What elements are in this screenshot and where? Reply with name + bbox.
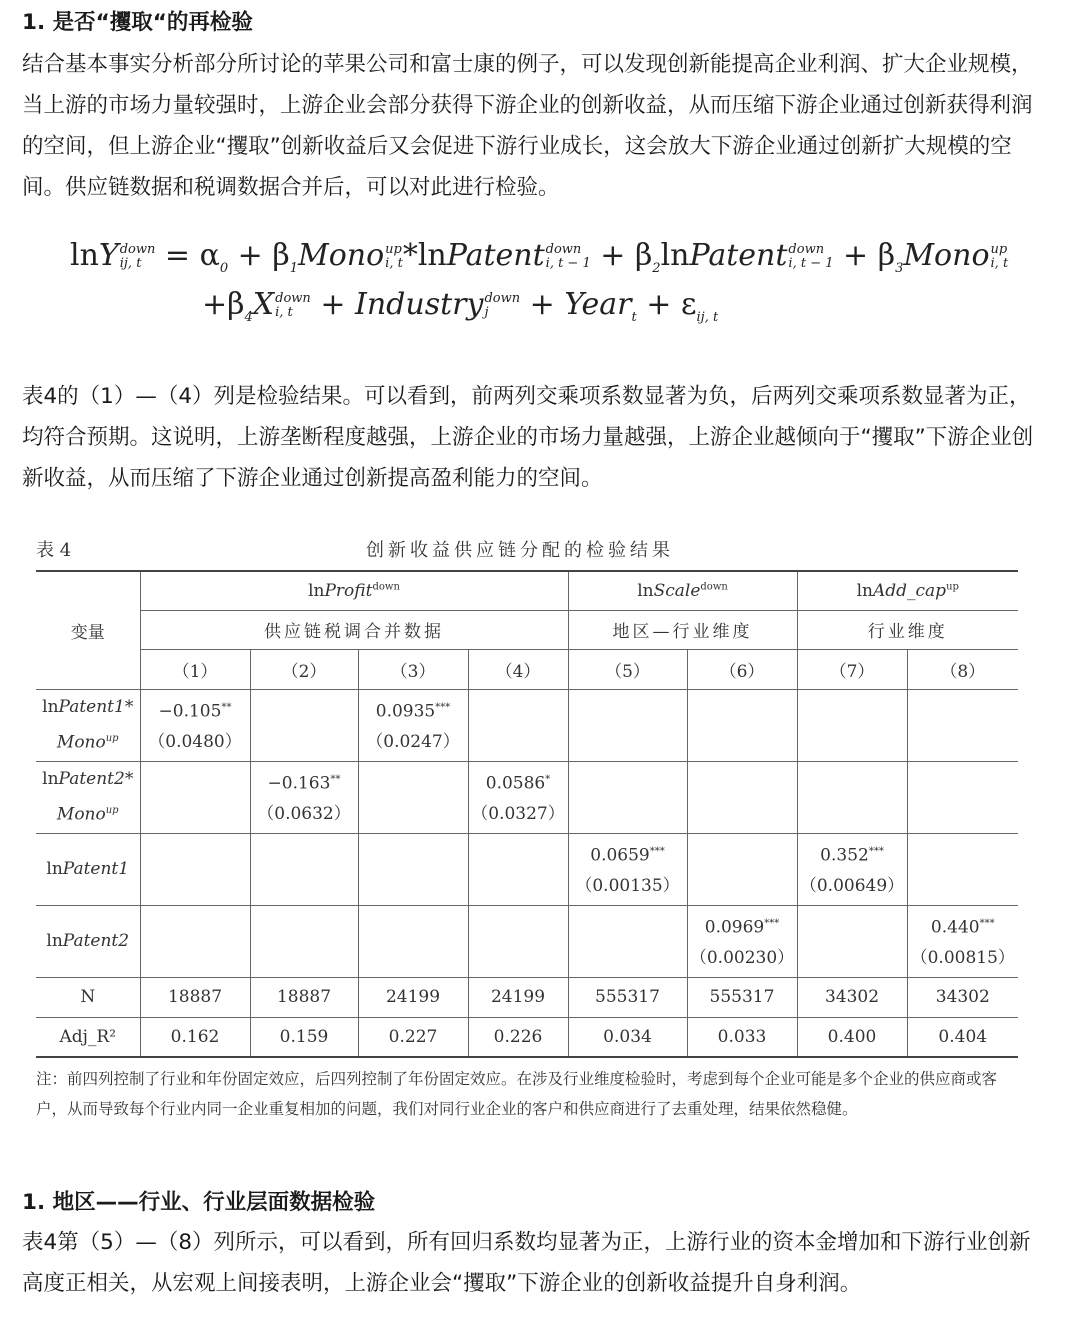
significance-stars: ** — [330, 773, 341, 785]
coef-cell — [907, 833, 1018, 905]
coef-cell — [687, 761, 797, 833]
coef-cell — [250, 689, 358, 761]
significance-stars: * — [545, 773, 551, 785]
r2-value: 0.404 — [907, 1017, 1018, 1057]
coef-cell — [568, 833, 687, 905]
coef-cell — [250, 905, 358, 977]
column-number: （4） — [468, 649, 568, 689]
results-table — [36, 570, 1018, 1058]
coef-cell — [358, 905, 468, 977]
dep-var-addcap: lnAdd_cap$^{up}$ — [797, 571, 1018, 610]
standard-error: （0.00649） — [799, 876, 905, 897]
standard-error: （0.00230） — [689, 948, 795, 969]
coefficient: 0.0659*** — [590, 845, 665, 866]
table-row — [36, 905, 1018, 977]
coef-cell — [250, 833, 358, 905]
row-variable — [36, 689, 140, 761]
coef-cell — [468, 833, 568, 905]
coef-cell — [250, 761, 358, 833]
coef-cell — [468, 905, 568, 977]
significance-stars: *** — [868, 845, 884, 857]
standard-error: （0.00815） — [910, 948, 1015, 969]
standard-error: （0.0247） — [366, 732, 460, 753]
var-header: 变量 — [36, 571, 140, 689]
coef-cell — [797, 905, 907, 977]
n-value: 34302 — [907, 977, 1018, 1017]
variable-name: Mono$^{up}$ — [56, 804, 119, 825]
coef-cell — [140, 833, 250, 905]
variable-name: lnPatent2 — [46, 930, 130, 951]
coef-cell — [468, 689, 568, 761]
coef-cell — [140, 761, 250, 833]
section-paragraph-1: 结合基本事实分析部分所讨论的苹果公司和富士康的例子，可以发现创新能提高企业利润、扩大企业规模，当上游的市场力量较强时，上游企业会部分获得下游企业的创新收益，从而压缩下游企业通过创新获得利润的空间，但上游企业“攫取”创新收益后又会促进下游行业成长，这会放大下游企业通过创新扩大规模的空间。供应链数据和税调数据合并后，可以对此进行检验。 — [22, 52, 1033, 200]
variable-name: lnPatent1* — [42, 696, 134, 717]
coef-cell — [358, 761, 468, 833]
table-note: 注：前四列控制了行业和年份固定效应，后四列控制了年份固定效应。在涉及行业维度检验时，考虑到每个企业可能是多个企业的供应商或客户，从而导致每个行业内同一企业重复相加的问题，我们对同行业企业的客户和供应商进行了去重处理，结果依然稳健。 — [36, 1070, 998, 1118]
n-value: 34302 — [797, 977, 907, 1017]
coef-cell — [907, 905, 1018, 977]
standard-error: （0.00135） — [575, 876, 680, 897]
coef-cell — [797, 689, 907, 761]
coef-cell — [687, 905, 797, 977]
table-row — [36, 761, 1018, 833]
significance-stars: *** — [764, 917, 780, 929]
row-variable — [36, 905, 140, 977]
n-value: 18887 — [140, 977, 250, 1017]
coefficient: 0.0586* — [485, 773, 551, 794]
coef-cell — [797, 761, 907, 833]
significance-stars: *** — [979, 917, 995, 929]
coef-cell — [687, 833, 797, 905]
coefficient: 0.0935*** — [375, 701, 451, 722]
column-number: （1） — [140, 649, 250, 689]
r2-value: 0.227 — [358, 1017, 468, 1057]
equation-line-2: $+\beta_4X$ down i, t + Industry down j + Year$_t$ + $\varepsilon_{ij, t}$ — [202, 287, 719, 325]
table-label: 表 4 — [36, 540, 72, 561]
coef-cell — [358, 689, 468, 761]
column-number-row — [36, 649, 1018, 689]
coefficient: −0.105** — [158, 701, 232, 722]
row-variable — [36, 761, 140, 833]
variable-name: lnPatent1 — [46, 858, 130, 879]
coefficient: 0.0969*** — [704, 917, 780, 938]
significance-stars: *** — [649, 845, 665, 857]
coefficient: 0.440*** — [930, 917, 995, 938]
table-row — [36, 689, 1018, 761]
table-row — [36, 833, 1018, 905]
coef-cell — [907, 689, 1018, 761]
n-value: 555317 — [568, 977, 687, 1017]
data-source-2: 地区—行业维度 — [568, 610, 797, 649]
r2-value: 0.034 — [568, 1017, 687, 1057]
coef-cell — [140, 905, 250, 977]
row-label: Adj_R² — [36, 1017, 140, 1057]
table-title: 创新收益供应链分配的检验结果 — [366, 540, 674, 561]
coef-cell — [687, 689, 797, 761]
column-number: （2） — [250, 649, 358, 689]
standard-error: （0.0480） — [148, 732, 242, 753]
row-label: N — [36, 977, 140, 1017]
coefficient: 0.352*** — [820, 845, 884, 866]
section-heading-2: 1. 地区——行业、行业层面数据检验 — [22, 1190, 376, 1215]
column-number: （5） — [568, 649, 687, 689]
row-variable — [36, 833, 140, 905]
coef-cell — [568, 761, 687, 833]
r2-value: 0.033 — [687, 1017, 797, 1057]
data-source-1: 供应链税调合并数据 — [140, 610, 568, 649]
dep-var-profit: lnProfit$^{down}$ — [140, 571, 568, 610]
coef-cell — [907, 761, 1018, 833]
r2-row — [36, 1017, 1018, 1057]
column-number: （8） — [907, 649, 1018, 689]
significance-stars: ** — [221, 701, 232, 713]
standard-error: （0.0632） — [257, 804, 351, 825]
column-number: （6） — [687, 649, 797, 689]
n-value: 24199 — [468, 977, 568, 1017]
dep-var-scale: lnScale$^{down}$ — [568, 571, 797, 610]
coef-cell — [140, 689, 250, 761]
section-paragraph-2: 表4的（1）—（4）列是检验结果。可以看到，前两列交乘项系数显著为负，后两列交乘项系数显著为正，均符合预期。这说明，上游垄断程度越强，上游企业的市场力量越强，上游企业越倾向于“攫取”下游企业创新收益，从而压缩了下游企业通过创新提高盈利能力的空间。 — [22, 384, 1034, 491]
section-paragraph-3: 表4第（5）—（8）列所示，可以看到，所有回归系数均显著为正，上游行业的资本金增加和下游行业创新高度正相关，从宏观上间接表明，上游企业会“攫取”下游企业的创新收益提升自身利润。 — [22, 1230, 1031, 1296]
significance-stars: *** — [435, 701, 451, 713]
coef-cell — [568, 689, 687, 761]
data-source-3: 行业维度 — [797, 610, 1018, 649]
column-number: （3） — [358, 649, 468, 689]
coef-cell — [358, 833, 468, 905]
coef-cell — [468, 761, 568, 833]
section-heading-1: 1. 是否“攫取“的再检验 — [22, 10, 253, 35]
equation-line-1: lnY down ij, t = $\alpha_0$ + $\beta_1Mono$ up i, t *lnPatent down i, t − 1 + $\beta_2lnPatent$ down i, t − 1 + $\beta_3Mono$ up i, t — [70, 238, 1009, 276]
variable-name: lnPatent2* — [42, 768, 134, 789]
r2-value: 0.226 — [468, 1017, 568, 1057]
n-value: 24199 — [358, 977, 468, 1017]
r2-value: 0.162 — [140, 1017, 250, 1057]
column-number: （7） — [797, 649, 907, 689]
coef-cell — [568, 905, 687, 977]
coefficient: −0.163** — [267, 773, 341, 794]
r2-value: 0.159 — [250, 1017, 358, 1057]
coef-cell — [797, 833, 907, 905]
n-value: 18887 — [250, 977, 358, 1017]
variable-name: Mono$^{up}$ — [56, 732, 119, 753]
n-row — [36, 977, 1018, 1017]
r2-value: 0.400 — [797, 1017, 907, 1057]
n-value: 555317 — [687, 977, 797, 1017]
standard-error: （0.0327） — [471, 804, 565, 825]
